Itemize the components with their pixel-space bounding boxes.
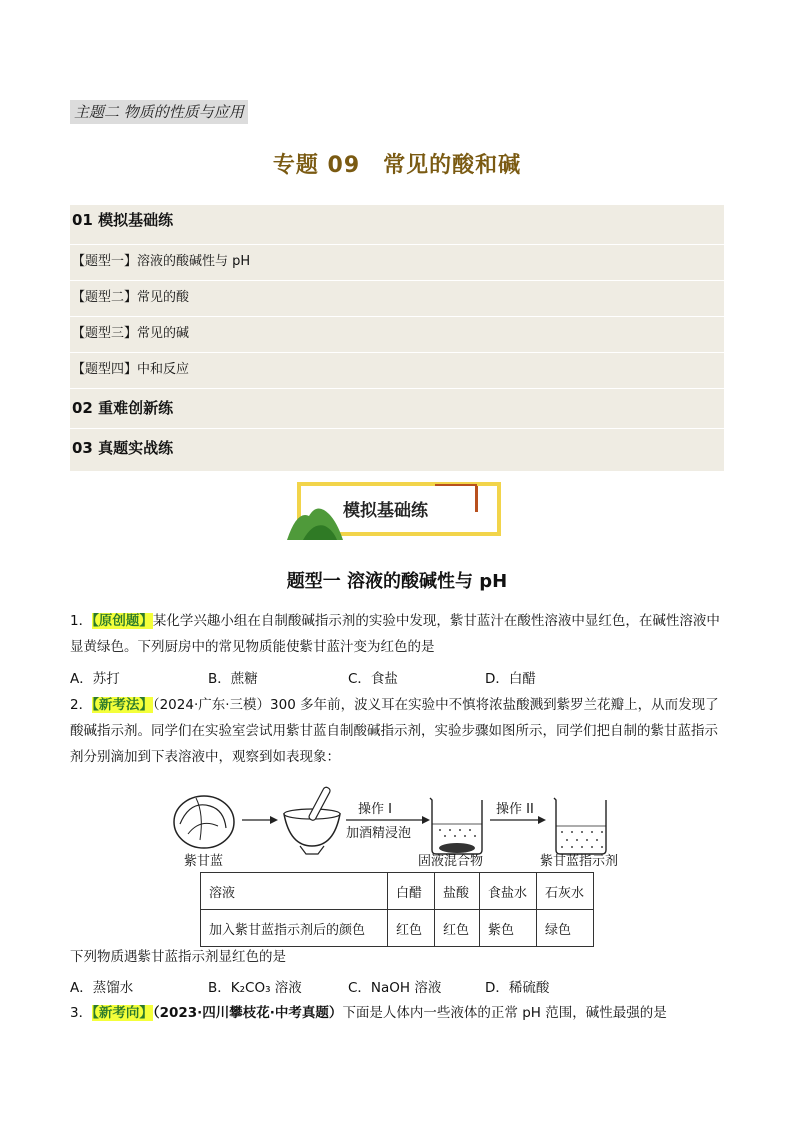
question-tag: 【新考法】: [92, 697, 153, 713]
question-3: [70, 1000, 730, 1026]
table-cell: 绿色: [537, 910, 594, 947]
option-c[interactable]: C．NaOH 溶液: [348, 980, 442, 996]
table-cell: 食盐水: [480, 873, 537, 910]
caption-cabbage: 紫甘蓝: [184, 854, 224, 869]
table-cell: 石灰水: [537, 873, 594, 910]
beaker-indicator-icon: [554, 798, 606, 854]
table-cell: 红色: [388, 910, 435, 947]
experiment-diagram: [160, 780, 640, 870]
option-b[interactable]: B．K₂CO₃ 溶液: [208, 980, 302, 996]
section-banner: [285, 478, 505, 542]
caption-indicator: 紫甘蓝指示剂: [540, 854, 619, 869]
question-tag: 【原创题】: [92, 613, 153, 629]
table-cell: 紫色: [480, 910, 537, 947]
banner-accent-bar: [475, 486, 478, 512]
step-1-label: 操作 I: [358, 802, 392, 817]
question-2-stem: 下列物质遇紫甘蓝指示剂显红色的是: [70, 949, 286, 965]
section-title: 题型一 溶液的酸碱性与 pH: [286, 571, 508, 592]
table-cell: 白醋: [388, 873, 435, 910]
table-row: [201, 910, 594, 947]
toc-item-type-4[interactable]: 【题型四】中和反应: [70, 353, 724, 389]
question-1: [70, 608, 730, 660]
question-number: 1．: [70, 613, 93, 629]
banner-accent-line: [435, 484, 477, 486]
observation-table: [200, 872, 594, 947]
table-of-contents: [70, 205, 724, 471]
mortar-icon: [284, 786, 340, 854]
mountain-icon: [285, 500, 345, 542]
question-2: [70, 692, 730, 770]
toc-item-difficult[interactable]: 02 重难创新练: [70, 389, 724, 429]
table-cell: 溶液: [201, 873, 388, 910]
question-text: 某化学兴趣小组在自制酸碱指示剂的实验中发现，紫甘蓝汁在酸性溶液中显红色，在碱性溶液中显黄绿色。下列厨房中的常见物质能使紫甘蓝汁变为红色的是: [70, 613, 720, 655]
option-d[interactable]: D．白醋: [485, 671, 536, 687]
option-c[interactable]: C．食盐: [348, 671, 398, 687]
question-text: 下面是人体内一些液体的正常 pH 范围，碱性最强的是: [342, 1005, 667, 1021]
toc-item-type-1[interactable]: 【题型一】溶液的酸碱性与 pH: [70, 245, 724, 281]
question-tag: 【新考向】: [92, 1005, 153, 1021]
toc-item-mock-basic[interactable]: 01 模拟基础练: [70, 205, 724, 245]
table-cell: 盐酸: [435, 873, 480, 910]
table-cell: 红色: [435, 910, 480, 947]
table-cell: 加入紫甘蓝指示剂后的颜色: [201, 910, 388, 947]
question-number: 2．: [70, 697, 93, 713]
option-a[interactable]: A．蒸馏水: [70, 980, 134, 996]
banner-label: 模拟基础练: [343, 501, 428, 521]
caption-mixture: 固液混合物: [418, 854, 484, 869]
page-title: 专题 09 常见的酸和碱: [272, 153, 522, 178]
toc-item-type-3[interactable]: 【题型三】常见的碱: [70, 317, 724, 353]
option-d[interactable]: D．稀硫酸: [485, 980, 550, 996]
theme-label: 主题二 物质的性质与应用: [70, 100, 248, 124]
question-source: （2023·四川攀枝花·中考真题）: [152, 1005, 343, 1021]
step-1-note: 加酒精浸泡: [346, 826, 412, 841]
arrow-3-icon: [490, 816, 546, 824]
toc-item-real-exam[interactable]: 03 真题实战练: [72, 439, 174, 457]
question-text: （2024·广东·三模）300 多年前，波义耳在实验中不慎将浓盐酸溅到紫罗兰花瓣上，从而发现了酸碱指示剂。同学们在实验室尝试用紫甘蓝自制酸碱指示剂，实验步骤如图所示，同学们把自制的紫甘蓝指示剂分别滴加到下表溶液中，观察到如表现象：: [70, 697, 719, 765]
option-a[interactable]: A．苏打: [70, 671, 120, 687]
arrow-1-icon: [242, 816, 278, 824]
question-number: 3．: [70, 1005, 93, 1021]
table-row: [201, 873, 594, 910]
beaker-mixture-icon: [430, 798, 482, 854]
step-2-label: 操作 II: [496, 802, 534, 817]
toc-item-type-2[interactable]: 【题型二】常见的酸: [70, 281, 724, 317]
cabbage-icon: [174, 796, 234, 848]
option-b[interactable]: B．蔗糖: [208, 671, 258, 687]
